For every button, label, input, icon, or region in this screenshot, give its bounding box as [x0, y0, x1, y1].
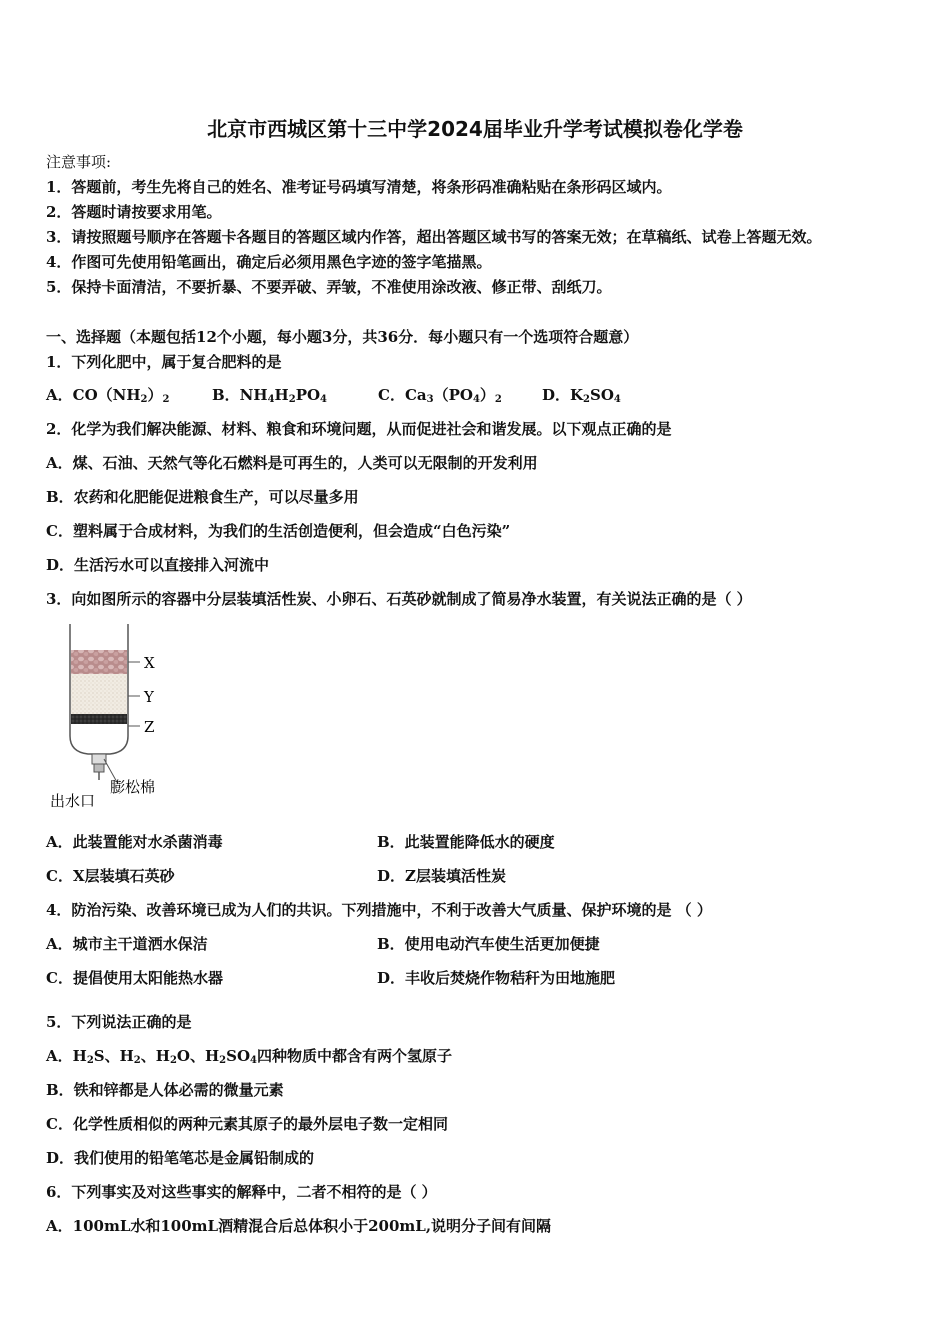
layer-y [71, 674, 127, 714]
notice-heading: 注意事项: [46, 153, 112, 171]
q3-option-c: C．X层装填石英砂 [46, 867, 175, 885]
q2-option-c: C．塑料属于合成材料，为我们的生活创造便利，但会造成“白色污染” [46, 522, 511, 540]
q6-option-a: A．100mL水和100mL酒精混合后总体积小于200mL,说明分子间有间隔 [46, 1217, 552, 1235]
q2-option-b: B．农药和化肥能促进粮食生产，可以尽量多用 [46, 488, 359, 506]
q1-option-c: C．$Ca_3(PO_4)_2$ [378, 386, 502, 405]
q1-stem: 1．下列化肥中，属于复合肥料的是 [46, 353, 282, 371]
q2-stem: 2．化学为我们解决能源、材料、粮食和环境问题，从而促进社会和谐发展。以下观点正确的是 [46, 420, 672, 438]
notice-item-2: 2．答题时请按要求用笔。 [46, 203, 222, 221]
label-y: Y [144, 688, 154, 706]
q5-option-b: B．铁和锌都是人体必需的微量元素 [46, 1081, 284, 1099]
q4-option-d: D．丰收后焚烧作物秸秆为田地施肥 [377, 969, 616, 987]
q2-option-d: D．生活污水可以直接排入河流中 [46, 556, 270, 574]
q4-option-c: C．提倡使用太阳能热水器 [46, 969, 223, 987]
page-title: 北京市西城区第十三中学2024届毕业升学考试模拟卷化学卷 [207, 117, 743, 141]
q5-stem: 5．下列说法正确的是 [46, 1013, 192, 1031]
q5-option-d: D．我们使用的铅笔笔芯是金属铅制成的 [46, 1149, 315, 1167]
water-purifier-figure [48, 624, 178, 814]
q1-option-b: B．$NH_4H_2PO_4$ [212, 386, 328, 405]
q4-stem: 4．防治污染、改善环境已成为人们的共识。下列措施中，不利于改善大气质量、保护环境的是 （ ） [46, 901, 712, 919]
label-z: Z [144, 718, 155, 736]
notice-item-4: 4．作图可先使用铅笔画出，确定后必须用黑色字迹的签字笔描黑。 [46, 253, 492, 271]
q5-option-a: A．$H_2S$、$H_2$、$H_2O$、$H_2SO_4$四种物质中都含有两个氢原子 [46, 1047, 453, 1066]
q1-option-d: D．$K_2SO_4$ [542, 386, 621, 405]
q6-stem: 6．下列事实及对这些事实的解释中，二者不相符的是（ ） [46, 1183, 437, 1201]
section-heading: 一、选择题（本题包括12个小题，每小题3分，共36分．每小题只有一个选项符合题意） [46, 328, 639, 346]
label-outlet: 出水口 [50, 792, 96, 810]
notice-item-3: 3．请按照题号顺序在答题卡各题目的答题区域内作答，超出答题区域书写的答案无效；在草稿纸、试卷上答题无效。 [46, 228, 822, 246]
q1-option-a: A．$CO(NH_2)_2$ [46, 386, 170, 405]
label-x: X [144, 654, 155, 672]
q4-option-b: B．使用电动汽车使生活更加便捷 [377, 935, 600, 953]
q3-option-b: B．此装置能降低水的硬度 [377, 833, 555, 851]
water-purifier-drawing [48, 624, 178, 814]
notice-item-1: 1．答题前，考生先将自己的姓名、准考证号码填写清楚，将条形码准确粘贴在条形码区域内。 [46, 178, 672, 196]
q5-option-c: C．化学性质相似的两种元素其原子的最外层电子数一定相同 [46, 1115, 448, 1133]
layer-x [71, 650, 127, 674]
q4-option-a: A．城市主干道洒水保洁 [46, 935, 208, 953]
q3-stem: 3．向如图所示的容器中分层装填活性炭、小卵石、石英砂就制成了简易净水装置，有关说法正确的是（ ） [46, 590, 752, 608]
notice-item-5: 5．保持卡面清洁，不要折暴、不要弄破、弄皱，不准使用涂改液、修正带、刮纸刀。 [46, 278, 612, 296]
label-cotton: 膨松棉 [110, 778, 156, 796]
q2-option-a: A．煤、石油、天然气等化石燃料是可再生的，人类可以无限制的开发利用 [46, 454, 538, 472]
q3-option-a: A．此装置能对水杀菌消毒 [46, 833, 223, 851]
q3-option-d: D．Z层装填活性炭 [377, 867, 506, 885]
